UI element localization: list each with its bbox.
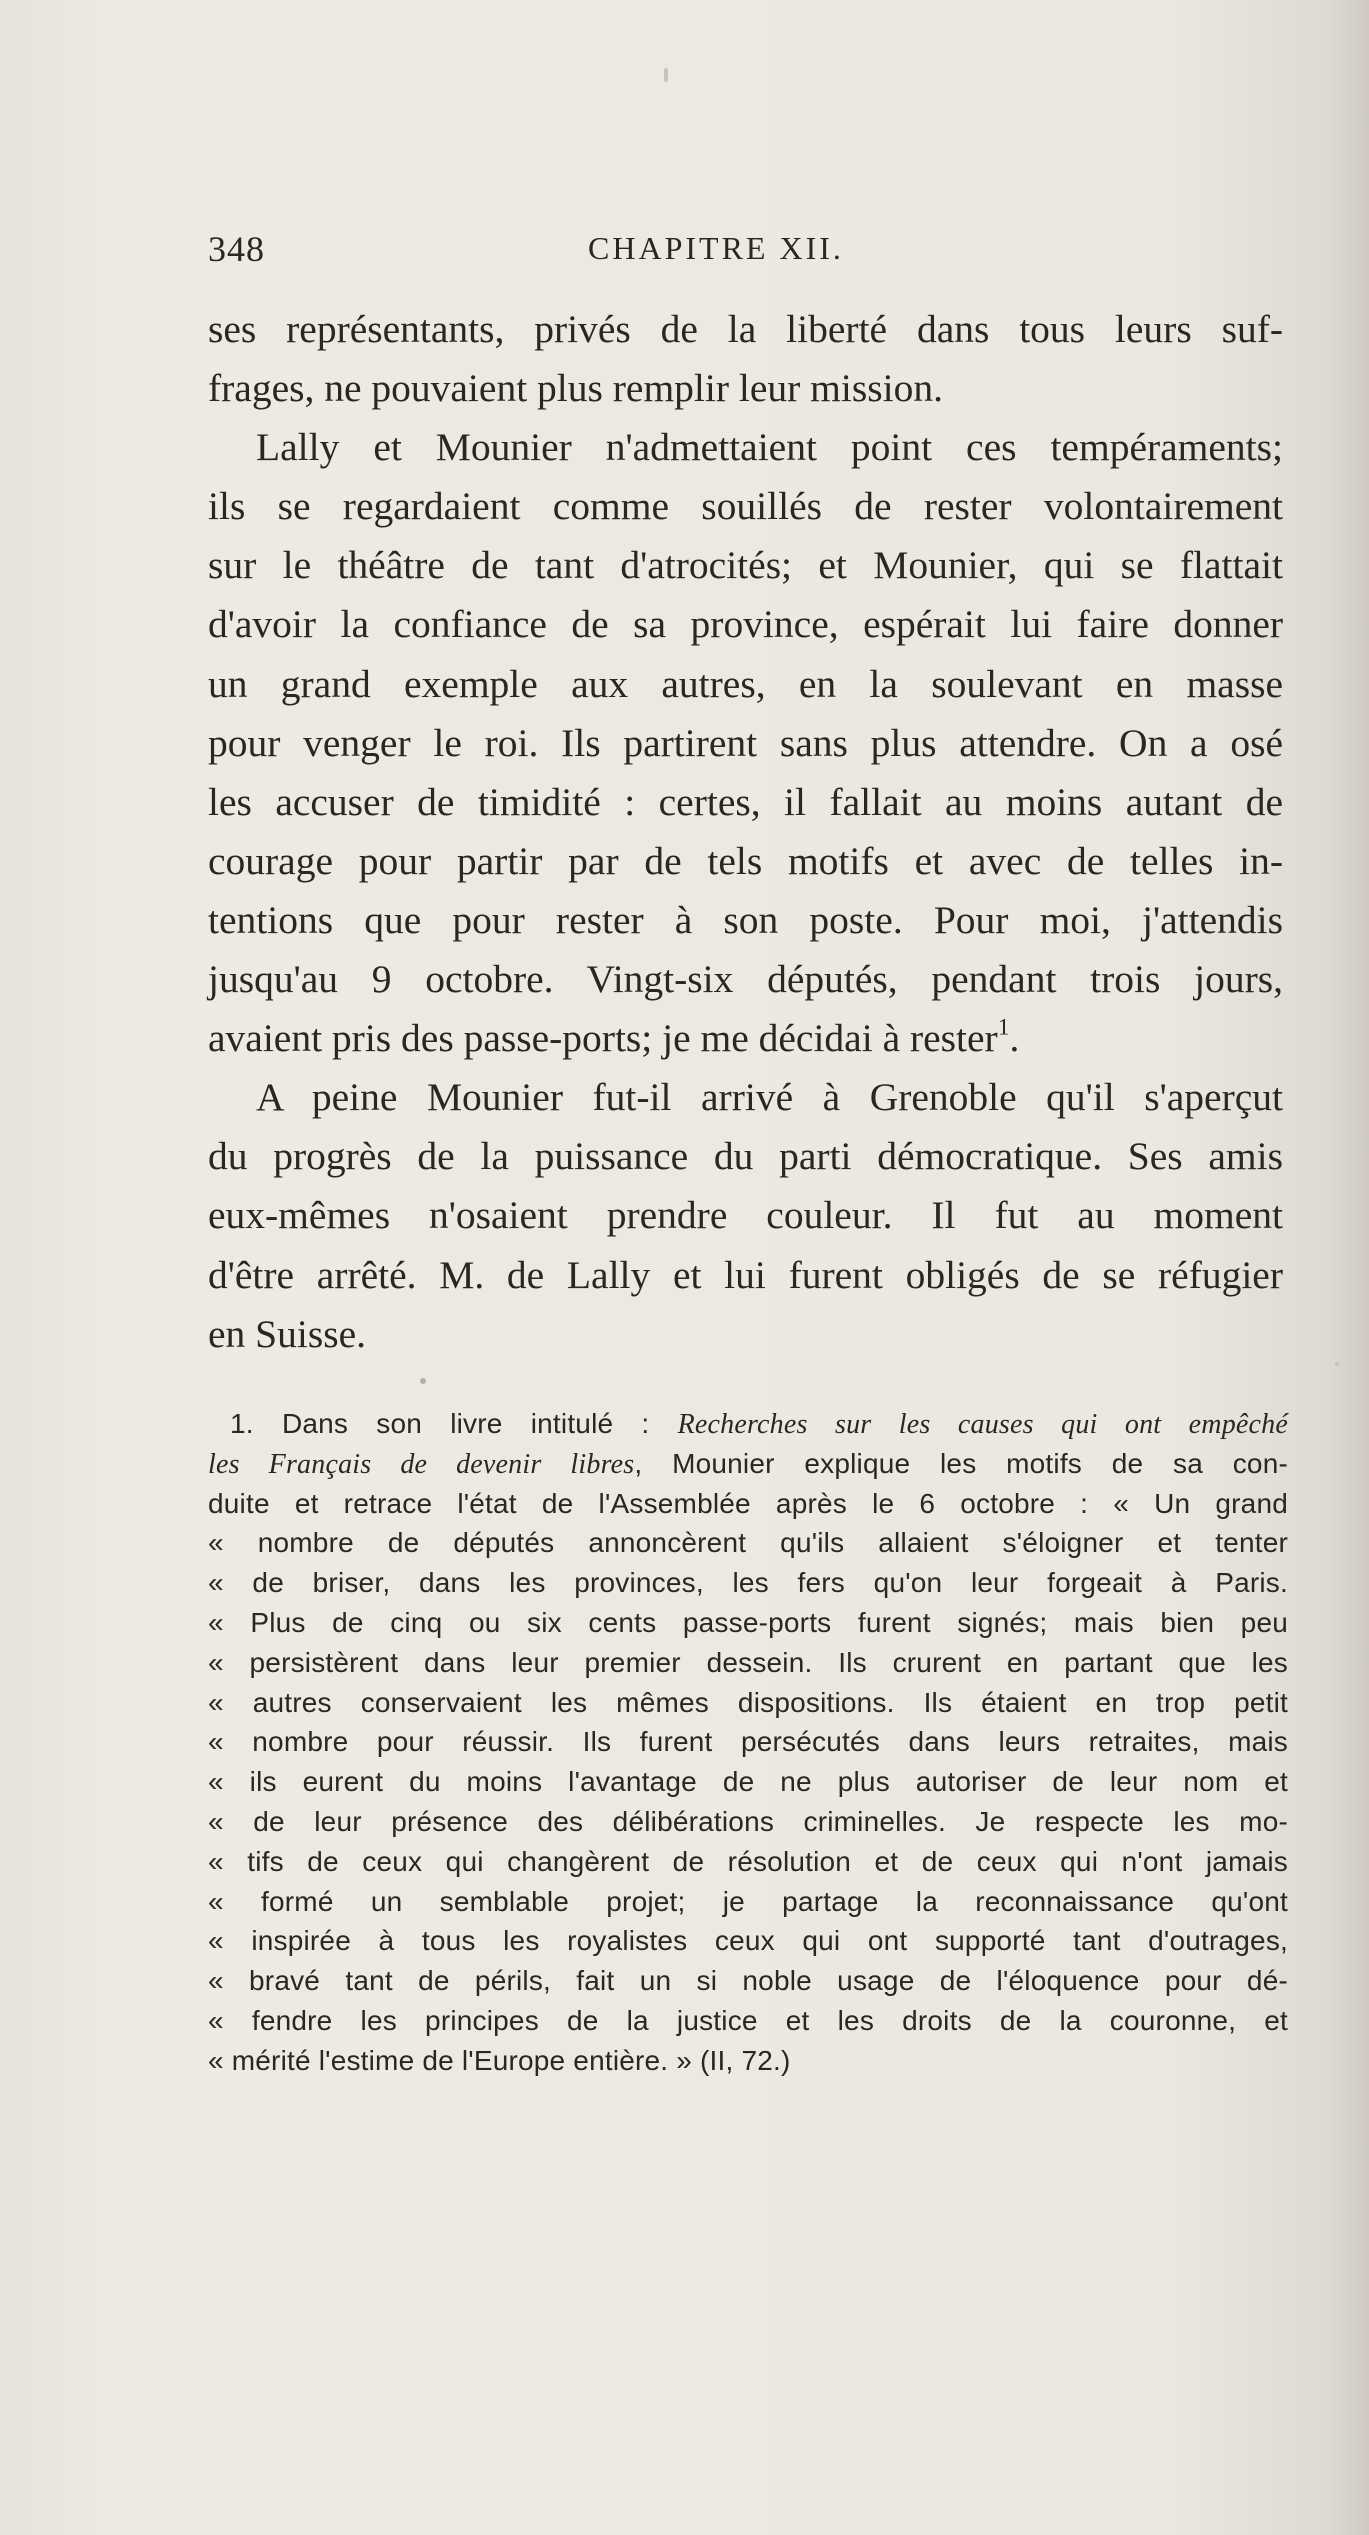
- text-line: tentions que pour rester à son poste. Pour moi, j'attendis: [208, 897, 1283, 942]
- text-line: en Suisse.: [208, 1311, 366, 1356]
- text-line: d'être arrêté. M. de Lally et lui furent obligés de se réfugier: [208, 1252, 1283, 1297]
- footnote-separator: [420, 1378, 426, 1384]
- footnote-text: Dans son livre intitulé :: [281, 1408, 678, 1439]
- footnote-line: « inspirée à tous les royalistes ceux qui ont supporté tant d'outrages,: [208, 1925, 1288, 1957]
- paper-speck: [1335, 1362, 1339, 1366]
- footnote-line: « nombre pour réussir. Ils furent persécutés dans leurs retraites, mais: [208, 1726, 1288, 1758]
- text-line: eux-mêmes n'osaient prendre couleur. Il fut au moment: [208, 1193, 1283, 1238]
- text-line-content: avaient pris des passe-ports; je me décidai à rester: [208, 1016, 998, 1061]
- text-line: courage pour partir par de tels motifs et avec de telles in-: [208, 838, 1283, 883]
- page-number: 348: [208, 229, 265, 269]
- footnote-line: « bravé tant de périls, fait un si noble usage de l'éloquence pour dé-: [208, 1965, 1288, 1997]
- footnote: [208, 1404, 1288, 2081]
- footnote-line: [208, 1404, 1288, 1444]
- book-title: les Français de devenir libres: [208, 1448, 635, 1480]
- paper-speck: [664, 68, 668, 82]
- text-line: un grand exemple aux autres, en la soulevant en masse: [208, 661, 1283, 706]
- footnote-line: « mérité l'estime de l'Europe entière. » (II, 72.): [208, 2044, 791, 2076]
- text-line: Lally et Mounier n'admettaient point ces tempéraments;: [256, 425, 1283, 470]
- footnote-number: 1.: [230, 1408, 254, 1439]
- footnote-reference[interactable]: 1: [997, 1014, 1010, 1041]
- text-line: pour venger le roi. Ils partirent sans plus attendre. On a osé: [208, 720, 1283, 765]
- text-line: jusqu'au 9 octobre. Vingt-six députés, pendant trois jours,: [208, 957, 1283, 1002]
- text-line: ils se regardaient comme souillés de rester volontairement: [208, 484, 1283, 529]
- footnote-line: « ils eurent du moins l'avantage de ne plus autoriser de leur nom et: [208, 1766, 1288, 1798]
- text-line: A peine Mounier fut-il arrivé à Grenoble qu'il s'aperçut: [256, 1075, 1283, 1120]
- footnote-line: « de leur présence des délibérations criminelles. Je respecte les mo-: [208, 1805, 1288, 1837]
- footnote-line: « tifs de ceux qui changèrent de résolution et de ceux qui n'ont jamais: [208, 1845, 1288, 1877]
- text-line: sur le théâtre de tant d'atrocités; et Mounier, qui se flattait: [208, 543, 1283, 588]
- text-line: [208, 1009, 1283, 1068]
- footnote-text: , Mounier explique les motifs de sa con-: [634, 1447, 1288, 1479]
- footnote-line: duite et retrace l'état de l'Assemblée après le 6 octobre : « Un grand: [208, 1487, 1288, 1519]
- text-line: d'avoir la confiance de sa province, espérait lui faire donner: [208, 602, 1283, 647]
- footnote-line: « Plus de cinq ou six cents passe-ports furent signés; mais bien peu: [208, 1606, 1288, 1638]
- footnote-line: « autres conservaient les mêmes dispositions. Ils étaient en trop petit: [208, 1686, 1288, 1718]
- footnote-line: « formé un semblable projet; je partage la reconnaissance qu'ont: [208, 1885, 1288, 1917]
- footnote-line: « fendre les principes de la justice et les droits de la couronne, et: [208, 2004, 1288, 2036]
- footnote-line: « de briser, dans les provinces, les fers qu'on leur forgeait à Paris.: [208, 1567, 1288, 1599]
- running-head: CHAPITRE XII.: [588, 230, 844, 266]
- main-text: [208, 300, 1283, 1364]
- text-line: les accuser de timidité : certes, il fallait au moins autant de: [208, 779, 1283, 824]
- book-title: Recherches sur les causes qui ont empêché: [677, 1409, 1288, 1440]
- footnote-line: « nombre de députés annoncèrent qu'ils allaient s'éloigner et tenter: [208, 1527, 1288, 1559]
- text-line: du progrès de la puissance du parti démocratique. Ses amis: [208, 1134, 1283, 1179]
- footnote-line: [208, 1444, 1288, 1484]
- page-header: [208, 228, 1298, 278]
- sentence-end: .: [1009, 1016, 1020, 1061]
- text-line: frages, ne pouvaient plus remplir leur mission.: [208, 366, 943, 411]
- footnote-line: « persistèrent dans leur premier dessein. Ils crurent en partant que les: [208, 1646, 1288, 1678]
- text-line: ses représentants, privés de la liberté dans tous leurs suf-: [208, 307, 1283, 351]
